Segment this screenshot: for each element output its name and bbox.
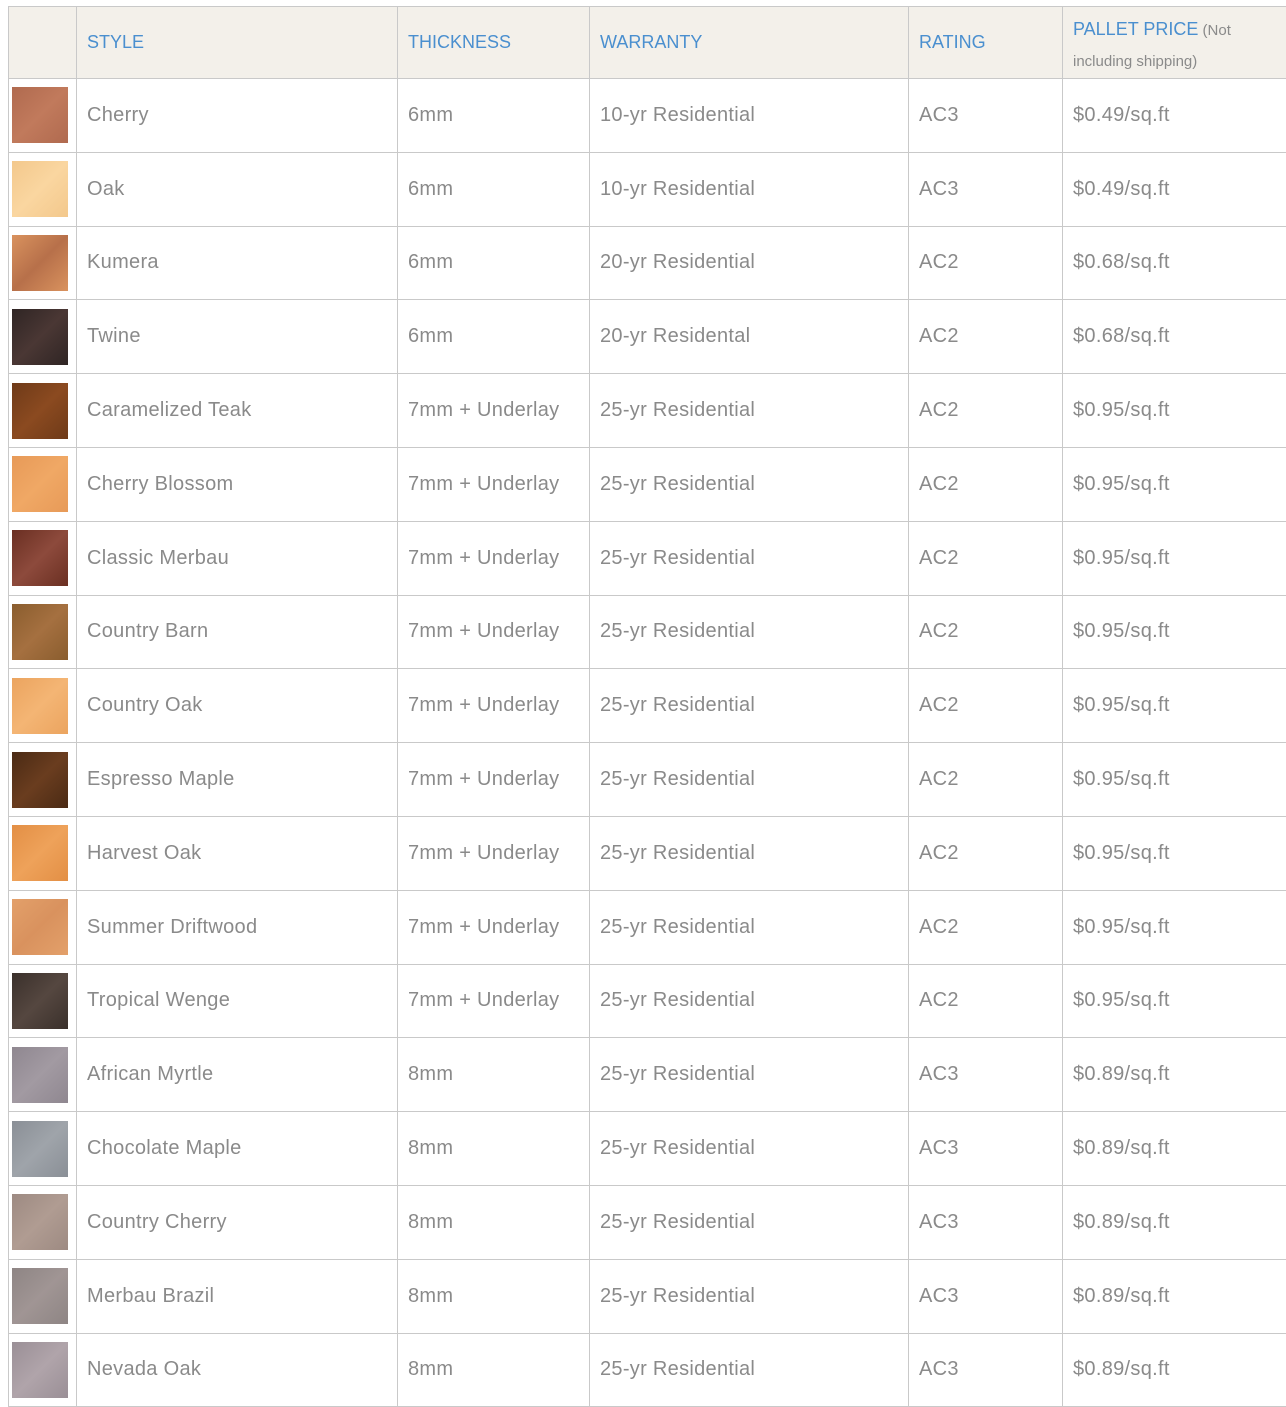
table-row bbox=[9, 595, 1286, 669]
style-cell: Summer Driftwood bbox=[77, 890, 398, 964]
rating-cell: AC2 bbox=[909, 964, 1063, 1038]
style-cell: Twine bbox=[77, 300, 398, 374]
swatch-cell bbox=[9, 374, 77, 448]
rating-column-header: RATING bbox=[909, 7, 1063, 79]
price-cell: $0.95/sq.ft bbox=[1063, 521, 1286, 595]
rating-cell: AC2 bbox=[909, 374, 1063, 448]
rating-cell: AC2 bbox=[909, 890, 1063, 964]
price-header-note-1: (Not bbox=[1198, 22, 1231, 39]
swatch-cell bbox=[9, 152, 77, 226]
price-cell: $0.49/sq.ft bbox=[1063, 152, 1286, 226]
style-cell: Cherry bbox=[77, 79, 398, 153]
warranty-cell: 10-yr Residential bbox=[590, 79, 909, 153]
wood-swatch-image bbox=[12, 309, 68, 365]
table-row bbox=[9, 964, 1286, 1038]
swatch-cell bbox=[9, 1185, 77, 1259]
warranty-column-header: WARRANTY bbox=[590, 7, 909, 79]
warranty-cell: 25-yr Residential bbox=[590, 816, 909, 890]
table-row bbox=[9, 226, 1286, 300]
table-row bbox=[9, 890, 1286, 964]
style-cell: Country Oak bbox=[77, 669, 398, 743]
swatch-cell bbox=[9, 521, 77, 595]
table-row bbox=[9, 374, 1286, 448]
thickness-cell: 7mm + Underlay bbox=[398, 669, 590, 743]
rating-cell: AC2 bbox=[909, 226, 1063, 300]
thickness-cell: 6mm bbox=[398, 300, 590, 374]
style-cell: Harvest Oak bbox=[77, 816, 398, 890]
price-cell: $0.49/sq.ft bbox=[1063, 79, 1286, 153]
style-cell: Country Cherry bbox=[77, 1185, 398, 1259]
swatch-cell bbox=[9, 816, 77, 890]
price-cell: $0.89/sq.ft bbox=[1063, 1333, 1286, 1407]
price-cell: $0.95/sq.ft bbox=[1063, 964, 1286, 1038]
warranty-cell: 10-yr Residential bbox=[590, 152, 909, 226]
swatch-cell bbox=[9, 669, 77, 743]
thickness-cell: 7mm + Underlay bbox=[398, 964, 590, 1038]
rating-cell: AC3 bbox=[909, 1112, 1063, 1186]
style-cell: Merbau Brazil bbox=[77, 1259, 398, 1333]
wood-swatch-image bbox=[12, 456, 68, 512]
table-row bbox=[9, 521, 1286, 595]
wood-swatch-image bbox=[12, 1047, 68, 1103]
price-header-label: PALLET PRICE bbox=[1073, 19, 1198, 39]
thickness-cell: 7mm + Underlay bbox=[398, 743, 590, 817]
wood-swatch-image bbox=[12, 604, 68, 660]
warranty-cell: 20-yr Residential bbox=[590, 226, 909, 300]
swatch-cell bbox=[9, 447, 77, 521]
style-cell: Nevada Oak bbox=[77, 1333, 398, 1407]
warranty-cell: 25-yr Residential bbox=[590, 447, 909, 521]
thickness-cell: 7mm + Underlay bbox=[398, 374, 590, 448]
price-header-note-2: including shipping) bbox=[1073, 53, 1197, 70]
warranty-cell: 25-yr Residential bbox=[590, 1259, 909, 1333]
swatch-cell bbox=[9, 964, 77, 1038]
table-row bbox=[9, 669, 1286, 743]
warranty-cell: 25-yr Residential bbox=[590, 374, 909, 448]
style-cell: Classic Merbau bbox=[77, 521, 398, 595]
rating-cell: AC2 bbox=[909, 669, 1063, 743]
rating-cell: AC2 bbox=[909, 521, 1063, 595]
rating-cell: AC3 bbox=[909, 79, 1063, 153]
thickness-cell: 6mm bbox=[398, 226, 590, 300]
warranty-cell: 25-yr Residential bbox=[590, 964, 909, 1038]
flooring-price-table bbox=[8, 6, 1286, 1407]
style-cell: Tropical Wenge bbox=[77, 964, 398, 1038]
warranty-cell: 25-yr Residential bbox=[590, 595, 909, 669]
warranty-cell: 25-yr Residential bbox=[590, 1333, 909, 1407]
warranty-cell: 25-yr Residential bbox=[590, 521, 909, 595]
wood-swatch-image bbox=[12, 1342, 68, 1398]
rating-cell: AC2 bbox=[909, 743, 1063, 817]
rating-cell: AC2 bbox=[909, 300, 1063, 374]
swatch-cell bbox=[9, 79, 77, 153]
rating-cell: AC2 bbox=[909, 816, 1063, 890]
swatch-cell bbox=[9, 890, 77, 964]
price-cell: $0.68/sq.ft bbox=[1063, 300, 1286, 374]
table-row bbox=[9, 1333, 1286, 1407]
table-row bbox=[9, 300, 1286, 374]
table-header-row bbox=[9, 7, 1286, 79]
price-cell: $0.89/sq.ft bbox=[1063, 1112, 1286, 1186]
thickness-cell: 7mm + Underlay bbox=[398, 521, 590, 595]
style-cell: Cherry Blossom bbox=[77, 447, 398, 521]
wood-swatch-image bbox=[12, 383, 68, 439]
table-row bbox=[9, 1259, 1286, 1333]
swatch-column-header bbox=[9, 7, 77, 79]
price-cell: $0.95/sq.ft bbox=[1063, 743, 1286, 817]
thickness-cell: 7mm + Underlay bbox=[398, 816, 590, 890]
table-row bbox=[9, 79, 1286, 153]
thickness-cell: 8mm bbox=[398, 1333, 590, 1407]
style-column-header: STYLE bbox=[77, 7, 398, 79]
wood-swatch-image bbox=[12, 1121, 68, 1177]
swatch-cell bbox=[9, 1333, 77, 1407]
thickness-cell: 7mm + Underlay bbox=[398, 890, 590, 964]
rating-cell: AC3 bbox=[909, 1333, 1063, 1407]
table-row bbox=[9, 1038, 1286, 1112]
style-cell: Espresso Maple bbox=[77, 743, 398, 817]
warranty-cell: 20-yr Residental bbox=[590, 300, 909, 374]
price-cell: $0.89/sq.ft bbox=[1063, 1259, 1286, 1333]
rating-cell: AC3 bbox=[909, 1038, 1063, 1112]
price-cell: $0.95/sq.ft bbox=[1063, 374, 1286, 448]
price-cell: $0.95/sq.ft bbox=[1063, 595, 1286, 669]
style-cell: Country Barn bbox=[77, 595, 398, 669]
swatch-cell bbox=[9, 595, 77, 669]
style-cell: Caramelized Teak bbox=[77, 374, 398, 448]
table-row bbox=[9, 1112, 1286, 1186]
swatch-cell bbox=[9, 743, 77, 817]
price-cell: $0.89/sq.ft bbox=[1063, 1185, 1286, 1259]
table-row bbox=[9, 816, 1286, 890]
thickness-cell: 8mm bbox=[398, 1112, 590, 1186]
wood-swatch-image bbox=[12, 530, 68, 586]
table-row bbox=[9, 152, 1286, 226]
swatch-cell bbox=[9, 300, 77, 374]
thickness-cell: 8mm bbox=[398, 1259, 590, 1333]
thickness-cell: 7mm + Underlay bbox=[398, 595, 590, 669]
price-cell: $0.95/sq.ft bbox=[1063, 816, 1286, 890]
swatch-cell bbox=[9, 226, 77, 300]
price-cell: $0.68/sq.ft bbox=[1063, 226, 1286, 300]
wood-swatch-image bbox=[12, 899, 68, 955]
rating-cell: AC2 bbox=[909, 595, 1063, 669]
warranty-cell: 25-yr Residential bbox=[590, 1038, 909, 1112]
rating-cell: AC3 bbox=[909, 1259, 1063, 1333]
wood-swatch-image bbox=[12, 87, 68, 143]
price-cell: $0.95/sq.ft bbox=[1063, 447, 1286, 521]
warranty-cell: 25-yr Residential bbox=[590, 1185, 909, 1259]
warranty-cell: 25-yr Residential bbox=[590, 890, 909, 964]
style-cell: Chocolate Maple bbox=[77, 1112, 398, 1186]
price-cell: $0.95/sq.ft bbox=[1063, 890, 1286, 964]
thickness-cell: 7mm + Underlay bbox=[398, 447, 590, 521]
rating-cell: AC2 bbox=[909, 447, 1063, 521]
table-body bbox=[9, 79, 1286, 1407]
style-cell: Kumera bbox=[77, 226, 398, 300]
rating-cell: AC3 bbox=[909, 1185, 1063, 1259]
wood-swatch-image bbox=[12, 825, 68, 881]
swatch-cell bbox=[9, 1038, 77, 1112]
table-row bbox=[9, 447, 1286, 521]
swatch-cell bbox=[9, 1259, 77, 1333]
thickness-cell: 8mm bbox=[398, 1038, 590, 1112]
wood-swatch-image bbox=[12, 1268, 68, 1324]
wood-swatch-image bbox=[12, 678, 68, 734]
swatch-cell bbox=[9, 1112, 77, 1186]
table-row bbox=[9, 743, 1286, 817]
wood-swatch-image bbox=[12, 973, 68, 1029]
thickness-cell: 6mm bbox=[398, 152, 590, 226]
price-cell: $0.95/sq.ft bbox=[1063, 669, 1286, 743]
table-row bbox=[9, 1185, 1286, 1259]
price-cell: $0.89/sq.ft bbox=[1063, 1038, 1286, 1112]
thickness-column-header: THICKNESS bbox=[398, 7, 590, 79]
price-header-line bbox=[1073, 10, 1286, 50]
warranty-cell: 25-yr Residential bbox=[590, 1112, 909, 1186]
warranty-cell: 25-yr Residential bbox=[590, 669, 909, 743]
price-column-header bbox=[1063, 7, 1286, 79]
wood-swatch-image bbox=[12, 1194, 68, 1250]
thickness-cell: 8mm bbox=[398, 1185, 590, 1259]
thickness-cell: 6mm bbox=[398, 79, 590, 153]
wood-swatch-image bbox=[12, 752, 68, 808]
rating-cell: AC3 bbox=[909, 152, 1063, 226]
style-cell: African Myrtle bbox=[77, 1038, 398, 1112]
style-cell: Oak bbox=[77, 152, 398, 226]
wood-swatch-image bbox=[12, 161, 68, 217]
wood-swatch-image bbox=[12, 235, 68, 291]
warranty-cell: 25-yr Residential bbox=[590, 743, 909, 817]
